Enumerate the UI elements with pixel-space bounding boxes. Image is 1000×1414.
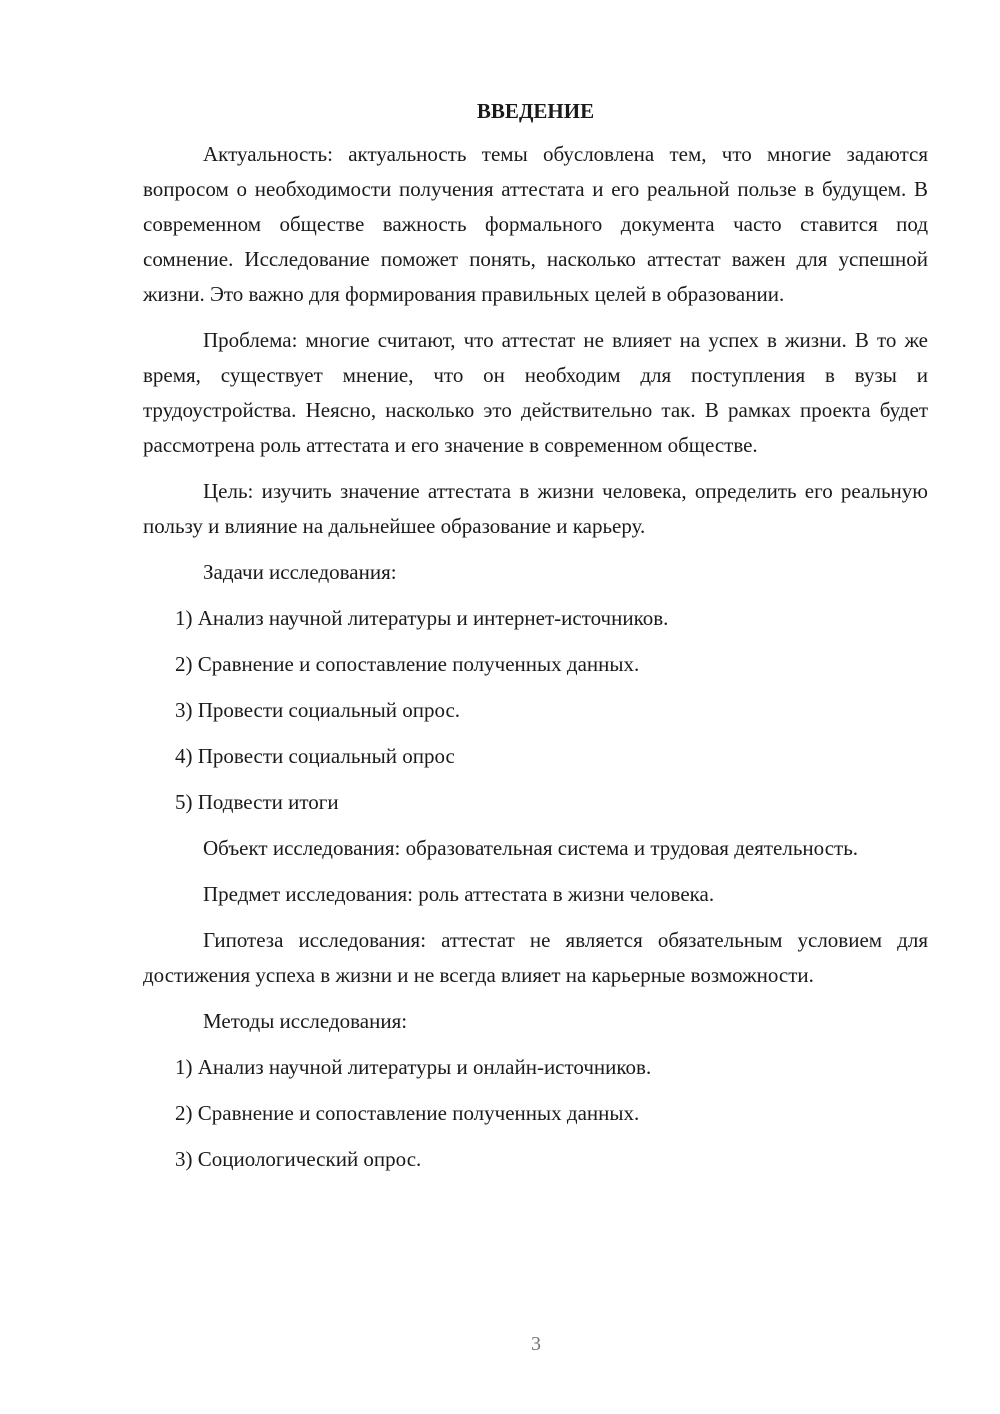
page-title: ВВЕДЕНИЕ	[476, 99, 595, 123]
problem-paragraph: Проблема: многие считают, что аттестат не влияет на успех в жизни. В то же время, существует мнение, что он необходим для поступления в вузы и трудоустройства. Неясно, насколько это действительно так. В рамках проекта будет рассмотрена роль аттестата и его значение в современном обществе.	[143, 328, 928, 457]
task-item-5: 5) Подвести итоги	[175, 790, 339, 814]
methods-list	[143, 1050, 928, 1177]
method-item-2: 2) Сравнение и сопоставление полученных данных.	[175, 1101, 640, 1125]
task-item-2: 2) Сравнение и сопоставление полученных данных.	[175, 652, 640, 676]
task-item-3: 3) Провести социальный опрос.	[175, 698, 461, 722]
methods-title: Методы исследования:	[203, 1009, 408, 1033]
method-item-1: 1) Анализ научной литературы и онлайн-источников.	[175, 1055, 652, 1079]
method-item-3: 3) Социологический опрос.	[175, 1147, 422, 1171]
task-item-4: 4) Провести социальный опрос	[175, 744, 455, 768]
task-item-1: 1) Анализ научной литературы и интернет-источников.	[175, 606, 669, 630]
object-paragraph: Объект исследования: образовательная система и трудовая деятельность.	[203, 836, 859, 860]
tasks-list	[143, 601, 928, 820]
hypothesis-paragraph: Гипотеза исследования: аттестат не является обязательным условием для достижения успеха в жизни и не всегда влияет на карьерные возможности.	[143, 928, 928, 987]
goal-paragraph: Цель: изучить значение аттестата в жизни человека, определить его реальную пользу и влияние на дальнейшее образование и карьеру.	[143, 479, 928, 538]
tasks-title: Задачи исследования:	[203, 560, 397, 584]
page-number: 3	[531, 1333, 541, 1355]
page-content	[143, 96, 928, 1188]
relevance-paragraph: Актуальность: актуальность темы обусловлена тем, что многие задаются вопросом о необходимости получения аттестата и его реальной пользе в будущем. В современном обществе важность формального документа часто ставится под сомнение. Исследование поможет понять, насколько аттестат важен для успешной жизни. Это важно для формирования правильных целей в образовании.	[143, 142, 928, 306]
subject-paragraph: Предмет исследования: роль аттестата в жизни человека.	[203, 882, 715, 906]
